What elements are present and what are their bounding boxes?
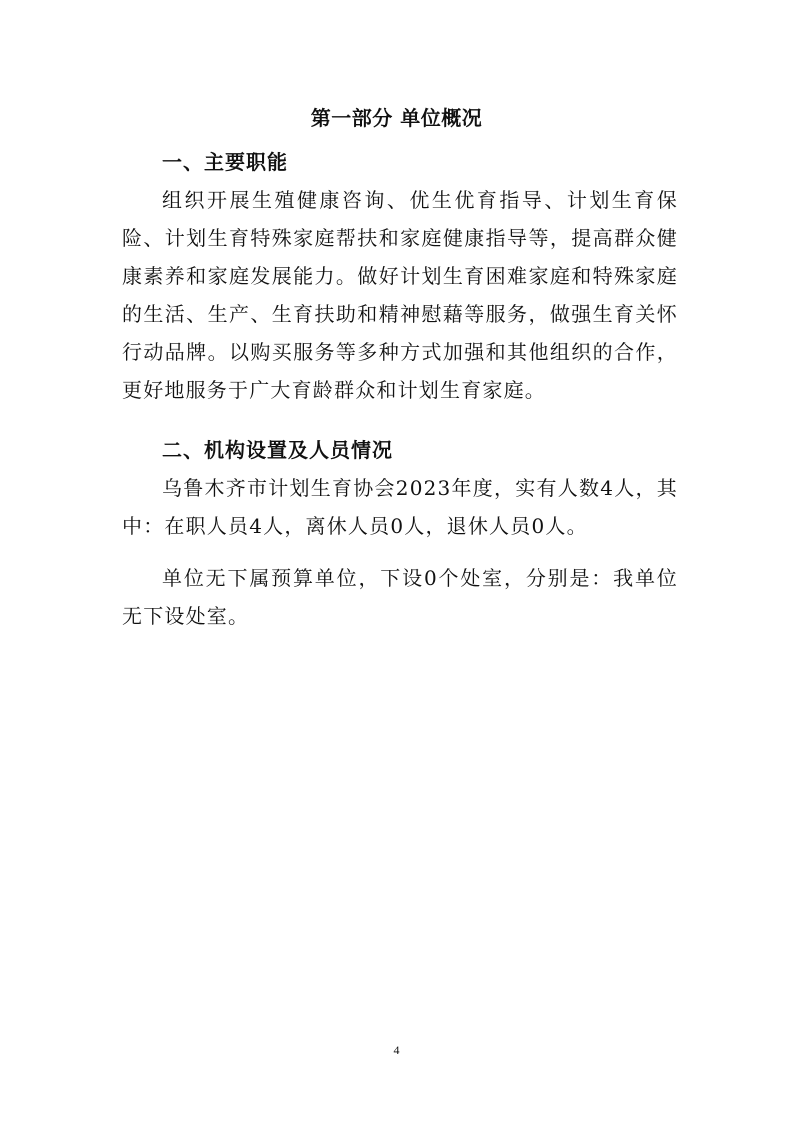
subunits-paragraph: 单位无下属预算单位，下设0个处室，分别是：我单位无下设处室。 bbox=[122, 566, 678, 628]
page-title: 第一部分 单位概况 bbox=[310, 106, 483, 130]
functions-paragraph: 组织开展生殖健康咨询、优生优育指导、计划生育保险、计划生育特殊家庭帮扶和家庭健康指导等，提高群众健康素养和家庭发展能力。做好计划生育困难家庭和特殊家庭的生活、生产、生育扶助和精神慰藉等服务，做强生育关怀行动品牌。以购买服务等多种方式加强和其他组织的合作，更好地服务于广大育龄群众和计划生育家庭。 bbox=[122, 188, 678, 402]
section-heading-functions: 一、主要职能 bbox=[162, 150, 288, 174]
section-heading-organization: 二、机构设置及人员情况 bbox=[162, 438, 393, 462]
page-number: 4 bbox=[393, 1043, 400, 1057]
staffing-paragraph: 乌鲁木齐市计划生育协会2023年度，实有人数4人，其中：在职人员4人，离休人员0人，退休人员0人。 bbox=[122, 476, 678, 538]
